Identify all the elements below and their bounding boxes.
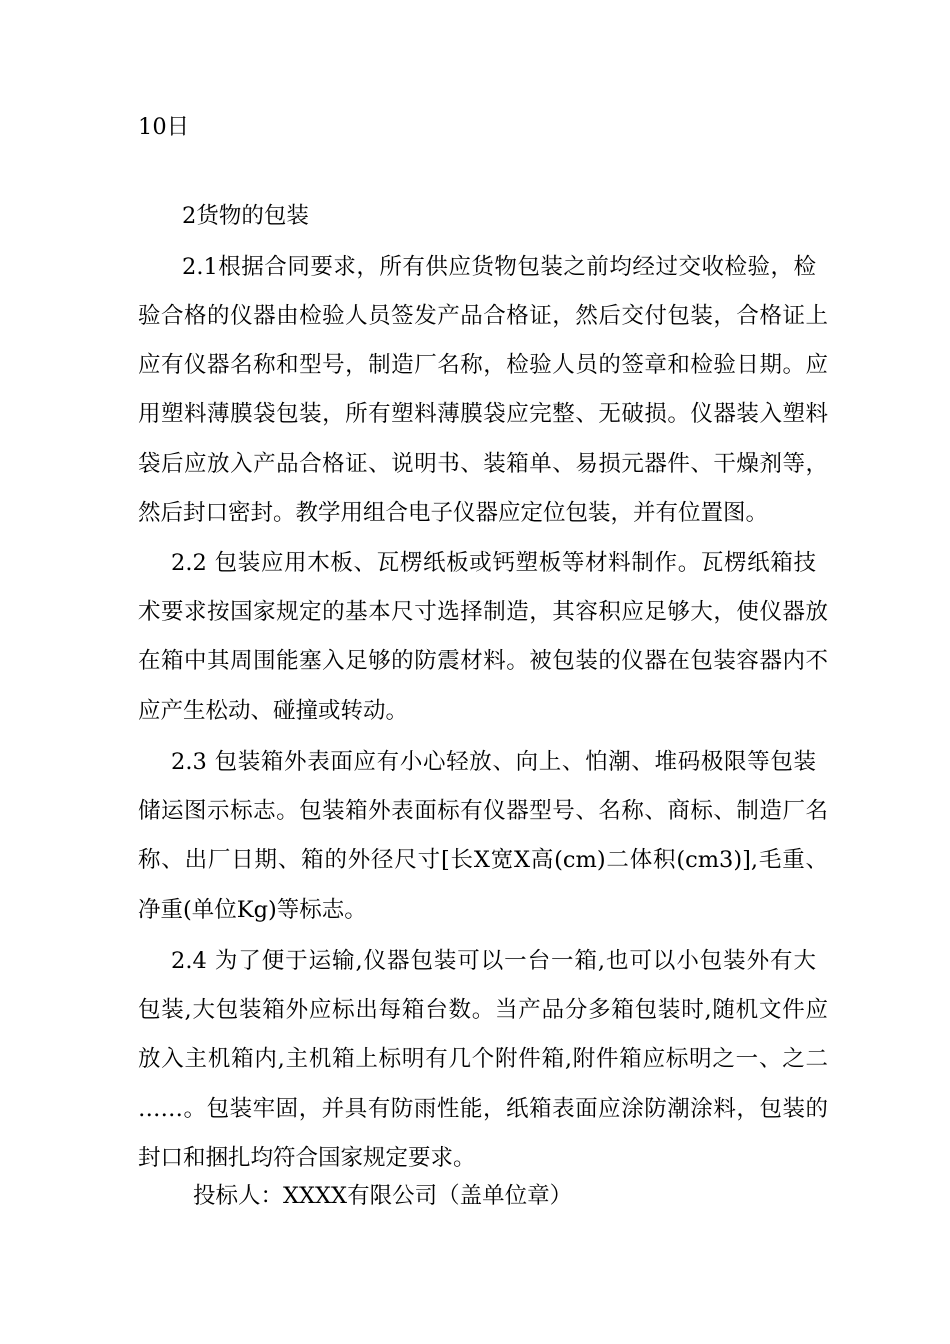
paragraph-line: 放入主机箱内,主机箱上标明有几个附件箱,附件箱应标明之一、之二 [138, 1046, 828, 1072]
paragraph-line: 包装,大包装箱外应标出每箱台数。当产品分多箱包装时,随机文件应 [138, 997, 828, 1023]
paragraph-line: 术要求按国家规定的基本尺寸选择制造，其容积应足够大，使仪器放 [138, 599, 828, 625]
paragraph-line: ……。包装牢固，并具有防雨性能，纸箱表面应涂防潮涂料，包装的 [138, 1096, 828, 1122]
paragraph-line: 封口和捆扎均符合国家规定要求。 [138, 1145, 476, 1171]
paragraph-line: 在箱中其周围能塞入足够的防震材料。被包装的仪器在包装容器内不 [138, 648, 828, 674]
paragraph-line: 2.1根据合同要求，所有供应货物包装之前均经过交收检验，检 [182, 254, 816, 280]
text-line: 10日 [138, 114, 190, 140]
paragraph-line: 称、出厂日期、箱的外径尺寸[长X宽X高(cm)二体积(cm3)],毛重、 [138, 847, 828, 873]
paragraph-line: 袋后应放入产品合格证、说明书、装箱单、易损元器件、干燥剂等， [138, 451, 828, 477]
paragraph-line: 应产生松动、碰撞或转动。 [138, 698, 409, 724]
paragraph-line: 净重(单位Kg)等标志。 [138, 897, 367, 923]
section-heading: 2货物的包装 [182, 203, 309, 229]
paragraph-line: 2.4 为了便于运输,仪器包装可以一台一箱,也可以小包装外有大 [171, 948, 816, 974]
paragraph-line: 2.3 包装箱外表面应有小心轻放、向上、怕潮、堆码极限等包装 [171, 749, 816, 775]
signature-line: 投标人：XXXX有限公司（盖单位章） [193, 1183, 573, 1209]
paragraph-line: 应有仪器名称和型号，制造厂名称，检验人员的签章和检验日期。应 [138, 352, 828, 378]
paragraph-line: 储运图示标志。包装箱外表面标有仪器型号、名称、商标、制造厂名 [138, 798, 828, 824]
paragraph-line: 2.2 包装应用木板、瓦楞纸板或钙塑板等材料制作。瓦楞纸箱技 [171, 550, 816, 576]
paragraph-line: 用塑料薄膜袋包装，所有塑料薄膜袋应完整、无破损。仪器装入塑料 [138, 401, 828, 427]
paragraph-line: 然后封口密封。教学用组合电子仪器应定位包装，并有位置图。 [138, 500, 769, 526]
paragraph-line: 验合格的仪器由检验人员签发产品合格证，然后交付包装，合格证上 [138, 303, 828, 329]
